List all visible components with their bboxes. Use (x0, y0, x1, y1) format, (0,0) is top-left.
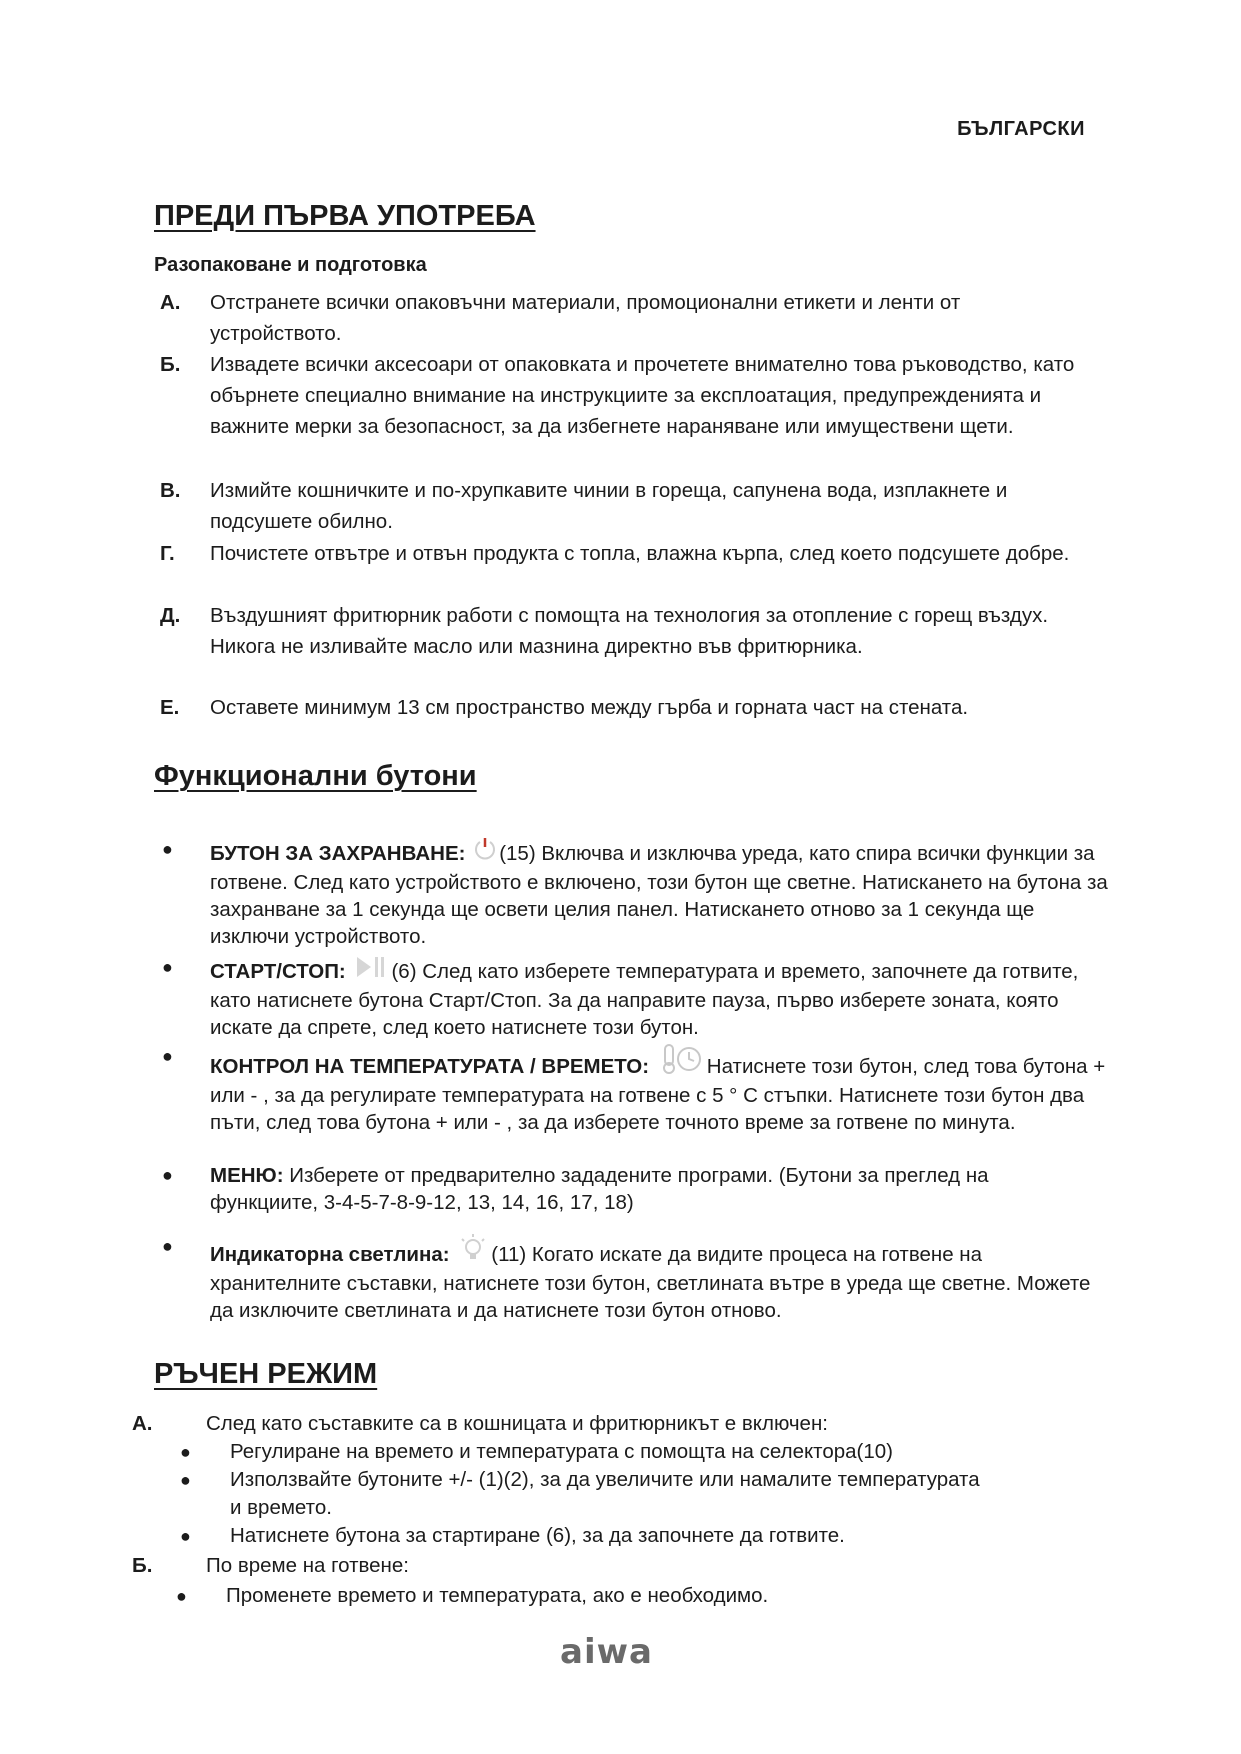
bullet-body (210, 1162, 1100, 1216)
bullet-item-power (160, 836, 1120, 950)
bullet-text: Натиснете този бутон, след това бутона + или - , за да регулирате температурата на готвене с 5 ° C стъпки. Натиснете този бутон два пъти, след това бутона + или - , за да изберете точното време за готвене по минута. (210, 1055, 1106, 1134)
bullet-text: (15) Включва и изключва уреда, като спира всички функции за готвене. След като устройството е включено, този бутон ще светне. Натискането на бутона за захранване за 1 секунда ще освети целия панел. Натискането отново за 1 секунда ще изключи устройството. (210, 842, 1108, 948)
bullet-dot: ● (162, 1165, 173, 1185)
bullet-body (210, 836, 1110, 950)
list-marker: А. (160, 291, 181, 314)
section-title-manual-mode: РЪЧЕН РЕЖИМ (154, 1358, 378, 1390)
list-item (160, 349, 1120, 442)
bullet-dot: ● (162, 839, 173, 859)
list-item (160, 475, 1120, 537)
list-marker: Е. (160, 696, 180, 719)
list-text: Извадете всички аксесоари от опаковката и прочетете внимателно това ръководство, като обърнете специално внимание на инструкциите за експлоатация, предупрежденията и важните мерки за безопасност, за да избегнете нараняване или имуществени щети. (210, 353, 1075, 438)
language-label: БЪЛГАРСКИ (957, 118, 1085, 140)
bullet-dot: ● (176, 1586, 187, 1606)
bullet-dot: ● (162, 1236, 173, 1256)
bullet-dot: ● (180, 1526, 191, 1546)
list-text: Въздушният фритюрник работи с помощта на технология за отопление с горещ въздух. Никога не изливайте масло или мазнина директно във фритюрника. (210, 604, 1049, 658)
bullet-text: Използвайте бутоните +/- (1)(2), за да увеличите или намалите температурата и времето. (230, 1468, 980, 1519)
bullet-item-temp-time (160, 1043, 1120, 1136)
aiwa-logo: aiwa (560, 1632, 653, 1672)
bullet-item-start-stop (160, 954, 1120, 1041)
list-marker: В. (160, 479, 181, 502)
list-item (160, 287, 1120, 349)
bullet-text: Променете времето и температурата, ако е необходимо. (226, 1584, 769, 1607)
list-marker: Г. (160, 542, 175, 565)
section-subtitle-unpacking: Разопаковане и подготовка (154, 254, 427, 276)
bullet-item-menu (160, 1162, 1120, 1216)
light-bulb-icon (457, 1233, 489, 1270)
bullet-text: Регулиране на времето и температурата с помощта на селектора(10) (230, 1440, 893, 1463)
list-marker: Д. (160, 604, 181, 627)
list-text: Оставете минимум 13 см пространство между гърба и горната част на стената. (210, 696, 969, 719)
temp-time-icon (657, 1043, 705, 1082)
list-item (160, 538, 1120, 569)
list-marker: Б. (132, 1554, 153, 1577)
list-marker: Б. (160, 353, 181, 376)
list-text: Почистете отвътре и отвън продукта с топла, влажна кърпа, след което подсушете добре. (210, 542, 1070, 565)
list-text: След като съставките са в кошницата и фритюрникът е включен: (206, 1412, 828, 1435)
bullet-body (210, 1233, 1110, 1324)
bullet-label: Индикаторна светлина: (210, 1243, 450, 1266)
list-item (160, 600, 1120, 662)
bullet-label: МЕНЮ: (210, 1164, 284, 1187)
power-icon (473, 836, 497, 869)
list-marker: А. (132, 1412, 153, 1435)
section-title-before-first-use: ПРЕДИ ПЪРВА УПОТРЕБА (154, 200, 536, 232)
bullet-dot: ● (180, 1470, 191, 1490)
list-text: Отстранете всички опаковъчни материали, промоционални етикети и ленти от устройството. (210, 291, 961, 345)
section-title-function-buttons: Функционални бутони (154, 760, 477, 792)
bullet-text: Изберете от предварително зададените програми. (Бутони за преглед на функциите, 3-4-5-7-8-9-12, 13, 14, 16, 17, 18) (210, 1164, 989, 1214)
bullet-dot: ● (162, 1046, 173, 1066)
bullet-body (210, 954, 1110, 1041)
bullet-label: СТАРТ/СТОП: (210, 960, 346, 983)
bullet-dot: ● (162, 957, 173, 977)
bullet-item-indicator-light (160, 1233, 1120, 1324)
bullet-label: БУТОН ЗА ЗАХРАНВАНЕ: (210, 842, 466, 865)
bullet-text: (6) След като изберете температурата и времето, започнете да готвите, като натиснете бутона Старт/Стоп. За да направите пауза, първо изберете зоната, която искате да спрете, след което натиснете този бутон. (210, 960, 1079, 1039)
list-item (160, 695, 1120, 721)
bullet-dot: ● (180, 1442, 191, 1462)
bullet-body (210, 1043, 1140, 1136)
list-text: По време на готвене: (206, 1554, 409, 1577)
bullet-text: Натиснете бутона за стартиране (6), за да започнете да готвите. (230, 1524, 845, 1547)
bullet-label: КОНТРОЛ НА ТЕМПЕРАТУРАТА / ВРЕМЕТО: (210, 1055, 650, 1078)
play-pause-icon (353, 954, 389, 987)
bullet-text: (11) Когато искате да видите процеса на готвене на хранителните съставки, натиснете този бутон, светлината вътре в уреда ще светне. Можете да изключите светлината и да натиснете този бутон отново. (210, 1243, 1091, 1322)
list-text: Измийте кошничките и по-хрупкавите чинии в гореща, сапунена вода, изплакнете и подсушете обилно. (210, 479, 1008, 533)
